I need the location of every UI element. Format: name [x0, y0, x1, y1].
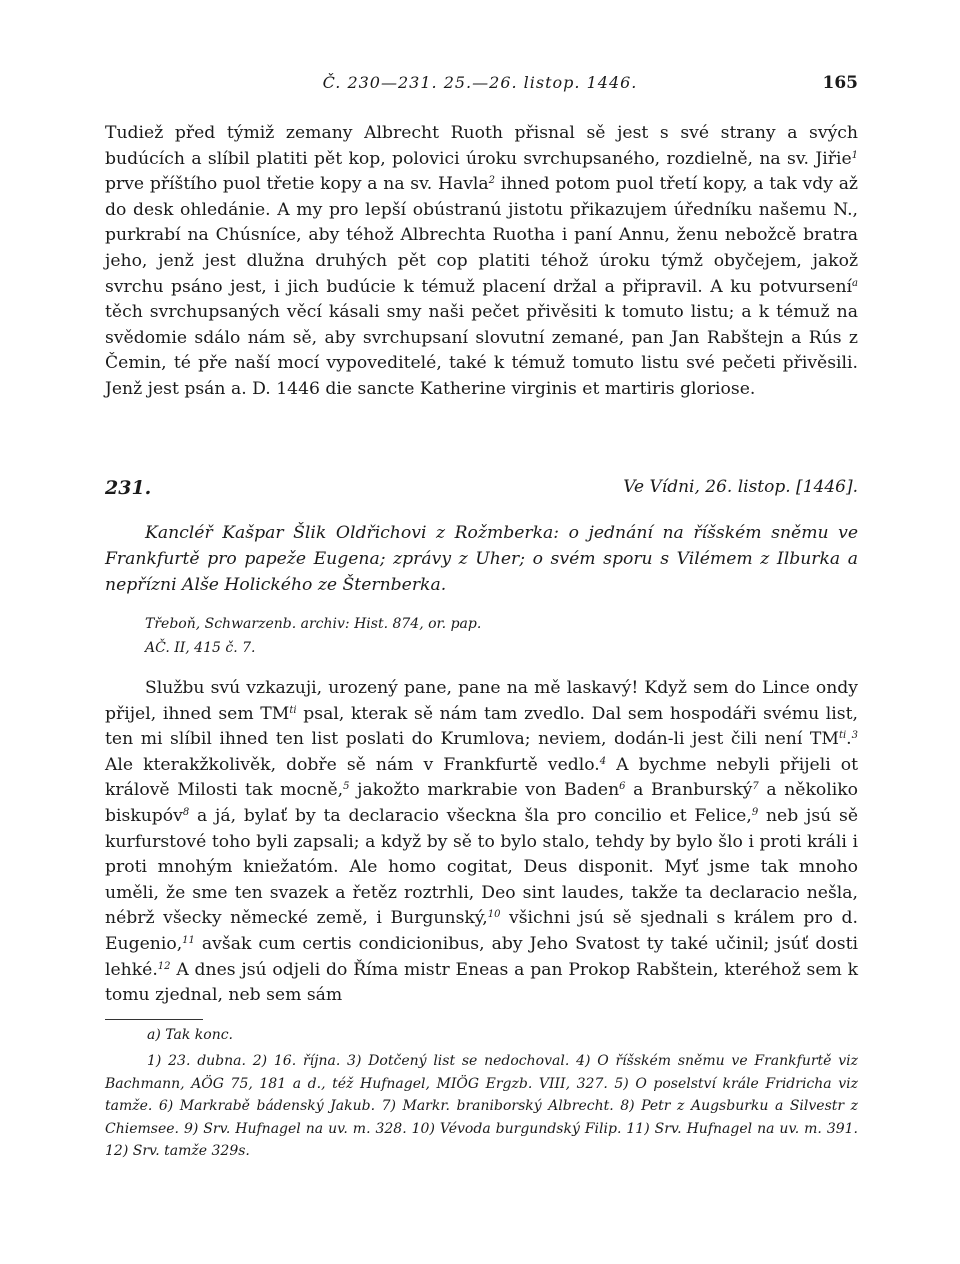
page-header — [0, 73, 960, 97]
text-segment: avšak cum certis condicionibus, aby Jeho Svatost ty také učinil; jsúť dosti lehké. — [105, 933, 858, 980]
footnote-marker: 9 — [751, 806, 759, 818]
regest-text: Kancléř Kašpar Šlik Oldřichovi z Rožmberka: o jednání na říšském sněmu ve Frankfurtě pro papeže Eugena; zprávy z Uher; o svém sporu s Vilémem z Ilburka a nepřízni Alše Holického ze Šternberka. — [105, 523, 858, 595]
text-segment: těch svrchupsaných věcí kásali smy naši pečet přivěsiti k tomuto listu; a k témuž na svědomie sdálo nám sě, aby svrchupsaní slovutní zemané, pan Jan Rabštejn a Rús z Čemin, té pře naší mocí vypoveditelé, také k témuž tomuto listu své pečeti přivěsili. Jenž jest psán a. D. 1446 die sancte Katherine virginis et martiris gloriose. — [105, 302, 858, 399]
text-segment: a Branburský — [625, 780, 753, 801]
footnote-divider — [105, 1019, 203, 1020]
text-segment: Tudiež před týmiž zemany Albrecht Ruoth přisnal sě jest s své strany a svých budúcích a slíbil platiti pět kop, polovici úroku svrchupsaného, rozdielně, na sv. Jiřie — [105, 123, 858, 169]
footnotes — [105, 1050, 858, 1163]
page-number: 165 — [822, 73, 858, 93]
text-segment: ihned potom puol třetí kopy, a tak vdy až do desk ohledánie. A my pro lepší obústranú jistotu přikazujem úředníku našemu N., purkrabí na Chúsníce, aby téhož Albrechta Ruotha i paní Annu, ženu nebožcě bratra jeho, jenž jest dlužna druhých pět cop platiti téhož úroku týmž obyčejem, jakož svrchu psáno jest, i jich budúcie k témuž placení držal a připravil. A ku potvursení — [105, 174, 858, 297]
document-place-date: Ve Vídni, 26. listop. [1446]. — [623, 477, 858, 497]
text-segment: Službu svú vzkazuji, urozený pane, pane na mě laskavý! Když sem do Lince ondy přijel, ihned sem TM — [105, 678, 858, 724]
document-number: 231. — [105, 477, 152, 499]
document-231-text — [105, 676, 858, 1009]
document-230-text — [105, 121, 858, 403]
text-segment: psal, kterak sě nám tam zvedlo. Dal sem hospodáři svému list, ten mi slíbil ihned ten list poslati do Krumlova; neviem, dodán-li jest čili není TM — [105, 703, 858, 750]
text-segment: a několiko biskupóv — [105, 780, 858, 826]
text-segment: A bychme nebyli přijeli ot králově Milosti tak mocně, — [105, 754, 859, 801]
abbrev-sup: ti — [289, 704, 297, 716]
text-segment: . — [846, 729, 852, 750]
footnote-marker: 12 — [157, 960, 171, 972]
footnote-marker: 8 — [182, 806, 190, 818]
footnote-marker: 10 — [487, 909, 501, 921]
text-segment: všichni jsú sě sjednali s králem pro d. Eugenio, — [105, 908, 859, 954]
footnote-marker: 6 — [619, 781, 626, 793]
source-archive: Třeboň, Schwarzenb. archiv: Hist. 874, or. pap. — [145, 616, 482, 632]
document-231-heading — [105, 477, 858, 505]
text-segment: a já, bylať by ta declaracio všeckna šla pro concilio et Felice, — [189, 805, 752, 826]
footnote-marker: 2 — [488, 175, 496, 187]
footnote-marker: 3 — [851, 730, 858, 742]
document-regest — [105, 520, 858, 598]
text-segment: Ale kterakžkolivěk, dobře sě nám v Frankfurtě vedlo. — [105, 754, 600, 775]
footnote-marker: 4 — [599, 755, 607, 767]
footnotes-text: 1) 23. dubna. 2) 16. října. 3) Dotčený list se nedochoval. 4) O říšském sněmu ve Frankfurtě viz Bachmann, AÖG 75, 181 a d., též Hufnagel, MIÖG Ergzb. VIII, 327. 5) O poselství krále Fridricha viz tamže. 6) Markrabě bádenský Jakub. 7) Markr. braniborský Albrecht. 8) Petr z Augsburku a Silvestr z Chiemsee. 9) Srv. Hufnagel na uv. m. 328. 10) Vévoda burgundský Filip. 11) Srv. Hufnagel na uv. m. 391. 12) Srv. tamže 329s. — [105, 1053, 858, 1160]
footnote-marker: 11 — [182, 934, 195, 946]
running-head: Č. 230—231. 25.—26. listop. 1446. — [322, 73, 638, 92]
footnote-marker: 1 — [851, 149, 858, 161]
apparatus-note: a) Tak konc. — [147, 1027, 234, 1043]
text-segment: A dnes jsú odjeli do Říma mistr Eneas a pan Prokop Rabštein, kteréhož sem k tomu zjednal, neb sem sám — [105, 959, 858, 1006]
abbrev-sup: ti — [838, 730, 847, 742]
footnote-marker: 5 — [343, 781, 350, 793]
text-segment: neb jsú sě kurfurstové toho byli zapsali; a když by sě to bylo stalo, tehdy by bylo šlo i proti králi i proti mnohým kniežatóm. Ale homo cogitat, Deus disponit. Myť jsme tak mnoho uměli, že sme ten svazek a řetěz roztrhli, Deo sint laudes, takže ta declaracio nešla, nébrž všecky německé země, i Burgunský, — [105, 805, 858, 929]
source-edition: AČ. II, 415 č. 7. — [145, 640, 256, 656]
source-notes — [145, 612, 481, 660]
footnote-marker: 7 — [752, 781, 759, 793]
text-segment: prve příštího puol třetie kopy a na sv. Havla — [105, 174, 489, 195]
text-segment: jakožto markrabie von Baden — [349, 780, 620, 801]
apparatus-marker: a — [852, 277, 858, 289]
